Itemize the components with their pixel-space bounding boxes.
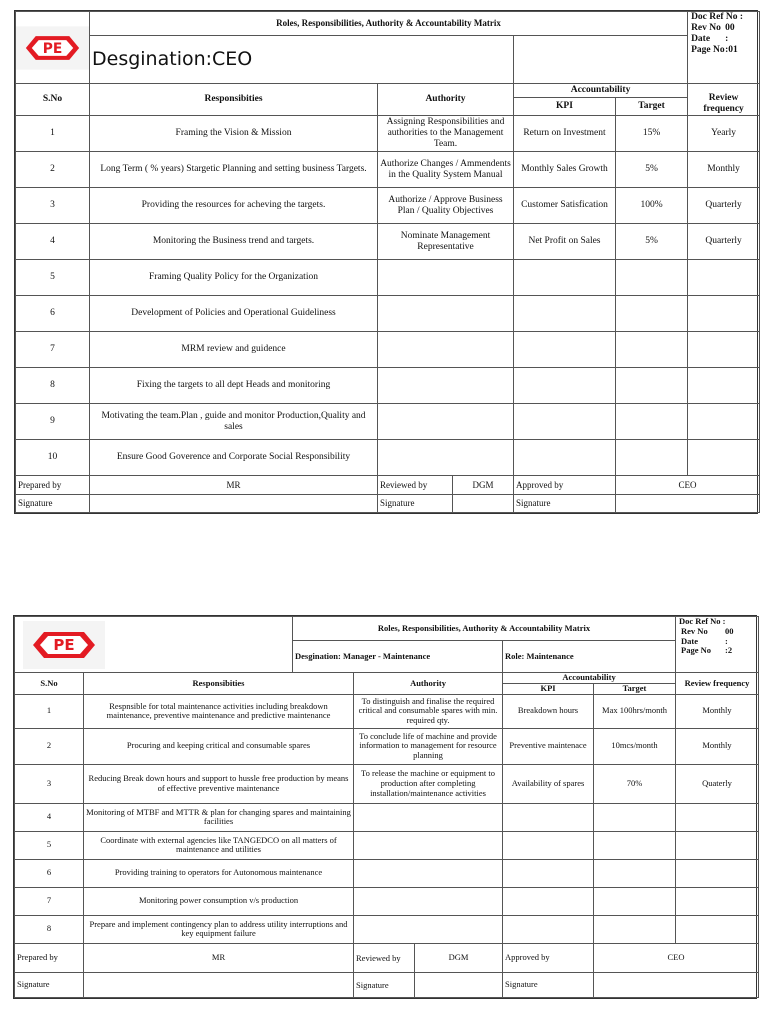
company-logo <box>16 26 89 70</box>
table-row <box>15 764 759 803</box>
row-target <box>616 368 688 404</box>
header-target: Target <box>594 684 676 695</box>
row-kpi <box>503 803 594 831</box>
row-kpi <box>503 887 594 915</box>
pe-logo-icon <box>16 26 89 70</box>
row-authority: To release the machine or equipment to production after completing installation/maintenance activities <box>354 764 503 803</box>
row-target <box>616 296 688 332</box>
row-review-frequency: Monthly <box>688 152 760 188</box>
approved-by-label: Approved by <box>514 476 616 495</box>
page-no-label: Page No <box>681 645 711 656</box>
row-authority <box>354 831 503 859</box>
row-authority: Authorize Changes / Ammendents in the Quality System Manual <box>378 152 514 188</box>
header-sno: S.No <box>15 673 84 695</box>
table-row <box>16 440 760 476</box>
row-target <box>616 260 688 296</box>
row-sno: 4 <box>16 224 90 260</box>
row-responsibility: Providing the resources for acheving the targets. <box>90 188 378 224</box>
prepared-by-value: MR <box>84 943 354 972</box>
row-review-frequency <box>688 440 760 476</box>
row-authority: To distinguish and finalise the required critical and consumable spares with min. required qty. <box>354 694 503 728</box>
table-row <box>15 831 759 859</box>
header-target: Target <box>616 98 688 116</box>
row-target: 10mcs/month <box>594 728 676 764</box>
table-row <box>16 296 760 332</box>
row-responsibility: Development of Policies and Operational Guideliness <box>90 296 378 332</box>
row-sno: 3 <box>16 188 90 224</box>
date-value: : <box>725 33 729 44</box>
row-review-frequency: Quaterly <box>676 764 759 803</box>
row-kpi: Breakdown hours <box>503 694 594 728</box>
row-review-frequency <box>688 404 760 440</box>
signature-label-prepared: Signature <box>16 495 90 513</box>
row-target: 5% <box>616 224 688 260</box>
row-kpi <box>514 440 616 476</box>
row-sno: 6 <box>16 296 90 332</box>
row-responsibility: Prepare and implement contingency plan to address utility interruptions and key equipment failure <box>84 915 354 943</box>
row-kpi <box>514 404 616 440</box>
rev-no-label: Rev No <box>681 625 708 636</box>
row-authority <box>354 915 503 943</box>
row-review-frequency <box>676 859 759 887</box>
row-sno: 3 <box>15 764 84 803</box>
row-target: 70% <box>594 764 676 803</box>
row-authority <box>354 887 503 915</box>
rev-no-value: 00 <box>725 22 735 33</box>
designation: Desgination:CEO <box>90 36 514 84</box>
row-sno: 2 <box>16 152 90 188</box>
signature-label-reviewed: Signature <box>378 495 453 512</box>
table-row <box>15 859 759 887</box>
row-review-frequency: Monthly <box>676 694 759 728</box>
row-kpi <box>514 296 616 332</box>
row-kpi: Return on Investment <box>514 116 616 152</box>
row-kpi <box>514 332 616 368</box>
row-target: 15% <box>616 116 688 152</box>
row-sno: 8 <box>16 368 90 404</box>
row-target <box>594 915 676 943</box>
row-review-frequency: Yearly <box>688 116 760 152</box>
prepared-by-value: MR <box>90 476 378 495</box>
signature-reviewed-cell <box>378 495 514 513</box>
matrix-title: Roles, Responsibilities, Authority & Accountability Matrix <box>293 617 676 641</box>
reviewed-by-value: DGM <box>472 479 494 490</box>
row-kpi <box>503 831 594 859</box>
row-review-frequency <box>676 887 759 915</box>
date-label: Date <box>691 33 711 44</box>
approved-by-label: Approved by <box>503 943 594 972</box>
signature-reviewed-cell <box>354 972 503 997</box>
row-review-frequency: Quarterly <box>688 188 760 224</box>
row-kpi: Preventive maintenace <box>503 728 594 764</box>
header-responsibilities: Responsibities <box>84 673 354 695</box>
doc-info <box>676 617 759 673</box>
row-authority: Nominate Management Representative <box>378 224 514 260</box>
row-review-frequency <box>688 260 760 296</box>
row-kpi <box>514 368 616 404</box>
row-target <box>616 440 688 476</box>
page-no-value: :2 <box>725 645 733 656</box>
signature-label-reviewed: Signature <box>354 973 415 997</box>
date-value: : <box>725 635 728 646</box>
row-sno: 5 <box>15 831 84 859</box>
maintenance-matrix-sheet <box>13 615 757 999</box>
table-row <box>15 728 759 764</box>
header-kpi: KPI <box>503 684 594 695</box>
row-kpi: Customer Satisfication <box>514 188 616 224</box>
signature-label-prepared: Signature <box>15 972 84 997</box>
row-responsibility: Long Term ( % years) Stargetic Planning and setting business Targets. <box>90 152 378 188</box>
header-sno: S.No <box>16 84 90 116</box>
row-sno: 4 <box>15 803 84 831</box>
ceo-matrix-sheet <box>14 10 758 514</box>
row-kpi: Net Profit on Sales <box>514 224 616 260</box>
header-review-frequency: Review frequency <box>688 84 760 116</box>
role-cell <box>514 36 688 84</box>
row-target: 5% <box>616 152 688 188</box>
row-responsibility: Monitoring the Business trend and targets. <box>90 224 378 260</box>
row-responsibility: Procuring and keeping critical and consumable spares <box>84 728 354 764</box>
table-row <box>16 332 760 368</box>
row-responsibility: Motivating the team.Plan , guide and monitor Production,Quality and sales <box>90 404 378 440</box>
reviewed-by-cell <box>354 943 503 972</box>
signature-label-approved: Signature <box>503 972 594 997</box>
table-row <box>15 694 759 728</box>
signature-prepared-value <box>84 972 354 997</box>
row-authority <box>378 404 514 440</box>
header-accountability: Accountability <box>514 84 688 98</box>
row-responsibility: MRM review and guidence <box>90 332 378 368</box>
reviewed-by-label: Reviewed by <box>378 476 453 494</box>
row-responsibility: Providing training to operators for Autonomous maintenance <box>84 859 354 887</box>
ceo-matrix-table <box>15 11 760 513</box>
row-review-frequency <box>688 296 760 332</box>
table-row <box>16 368 760 404</box>
doc-ref-label: Doc Ref No : <box>679 616 726 626</box>
row-sno: 10 <box>16 440 90 476</box>
row-sno: 7 <box>15 887 84 915</box>
row-target <box>594 831 676 859</box>
row-kpi <box>503 859 594 887</box>
row-authority <box>378 440 514 476</box>
row-target <box>594 859 676 887</box>
role: Role: Maintenance <box>503 641 676 673</box>
row-review-frequency <box>676 831 759 859</box>
date-label: Date <box>681 635 699 646</box>
row-authority: Assigning Responsibilities and authorities to the Management Team. <box>378 116 514 152</box>
table-row <box>15 803 759 831</box>
row-target <box>616 404 688 440</box>
row-authority <box>354 859 503 887</box>
row-kpi: Availability of spares <box>503 764 594 803</box>
row-sno: 8 <box>15 915 84 943</box>
row-responsibility: Coordinate with external agencies like TANGEDCO on all matters of maintenance and utilities <box>84 831 354 859</box>
row-responsibility: Monitoring power consumption v/s production <box>84 887 354 915</box>
row-responsibility: Monitoring of MTBF and MTTR & plan for changing spares and maintaining facilities <box>84 803 354 831</box>
table-row <box>16 188 760 224</box>
reviewed-by-label: Reviewed by <box>354 944 415 972</box>
table-row <box>16 260 760 296</box>
row-kpi <box>514 260 616 296</box>
approved-by-value: CEO <box>594 943 759 972</box>
table-row <box>16 152 760 188</box>
header-review-frequency: Review frequency <box>676 673 759 695</box>
row-sno: 9 <box>16 404 90 440</box>
row-kpi <box>503 915 594 943</box>
prepared-by-label: Prepared by <box>15 943 84 972</box>
row-responsibility: Reducing Break down hours and support to hussle free production by means of effective preventive maintenance <box>84 764 354 803</box>
header-authority: Authority <box>378 84 514 116</box>
prepared-by-label: Prepared by <box>16 476 90 495</box>
row-sno: 2 <box>15 728 84 764</box>
row-sno: 1 <box>16 116 90 152</box>
row-responsibility: Framing the Vision & Mission <box>90 116 378 152</box>
signature-approved-value <box>616 495 760 513</box>
header-accountability: Accountability <box>503 673 676 684</box>
row-authority: Authorize / Approve Business Plan / Quality Objectives <box>378 188 514 224</box>
doc-info <box>688 12 760 84</box>
row-target <box>616 332 688 368</box>
row-authority <box>378 296 514 332</box>
row-review-frequency: Monthly <box>676 728 759 764</box>
approved-by-value: CEO <box>616 476 760 495</box>
matrix-title: Roles, Responsibilities, Authority & Accountability Matrix <box>90 12 688 36</box>
row-sno: 6 <box>15 859 84 887</box>
designation: Desgination: Manager - Maintenance <box>293 641 503 673</box>
row-responsibility: Fixing the targets to all dept Heads and monitoring <box>90 368 378 404</box>
signature-approved-value <box>594 972 759 997</box>
row-authority <box>378 368 514 404</box>
rev-no-label: Rev No <box>691 22 721 33</box>
table-row <box>16 224 760 260</box>
rev-no-value: 00 <box>725 625 734 636</box>
table-row <box>15 887 759 915</box>
row-authority <box>354 803 503 831</box>
logo-cell <box>16 12 90 84</box>
row-authority <box>378 332 514 368</box>
reviewed-by-value: DGM <box>448 951 469 962</box>
row-responsibility: Respnsible for total maintenance activities including breakdown maintenance, preventive maintenance and predictive maintenance <box>84 694 354 728</box>
pe-logo-icon <box>23 621 105 669</box>
table-row <box>16 404 760 440</box>
signature-prepared-value <box>90 495 378 513</box>
signature-label-approved: Signature <box>514 495 616 513</box>
page-no-value: :01 <box>725 44 738 55</box>
header-authority: Authority <box>354 673 503 695</box>
logo-cell <box>15 617 293 673</box>
row-target: 100% <box>616 188 688 224</box>
doc-ref-label: Doc Ref No : <box>691 12 744 22</box>
row-responsibility: Ensure Good Goverence and Corporate Social Responsibility <box>90 440 378 476</box>
row-sno: 7 <box>16 332 90 368</box>
row-review-frequency: Quarterly <box>688 224 760 260</box>
row-target: Max 100hrs/month <box>594 694 676 728</box>
logo-text: PE <box>53 635 75 654</box>
row-review-frequency <box>676 803 759 831</box>
maintenance-matrix-table <box>14 616 759 998</box>
row-review-frequency <box>688 332 760 368</box>
row-target <box>594 803 676 831</box>
row-sno: 5 <box>16 260 90 296</box>
company-logo <box>15 621 292 669</box>
header-kpi: KPI <box>514 98 616 116</box>
logo-text: PE <box>42 40 63 57</box>
row-authority <box>378 260 514 296</box>
reviewed-by-cell <box>378 476 514 495</box>
row-sno: 1 <box>15 694 84 728</box>
row-review-frequency <box>676 915 759 943</box>
row-responsibility: Framing Quality Policy for the Organization <box>90 260 378 296</box>
page-no-label: Page No <box>691 44 725 55</box>
header-responsibilities: Responsibities <box>90 84 378 116</box>
row-authority: To conclude life of machine and provide information to management for resource planning <box>354 728 503 764</box>
row-review-frequency <box>688 368 760 404</box>
table-row <box>16 116 760 152</box>
row-kpi: Monthly Sales Growth <box>514 152 616 188</box>
table-row <box>15 915 759 943</box>
row-target <box>594 887 676 915</box>
